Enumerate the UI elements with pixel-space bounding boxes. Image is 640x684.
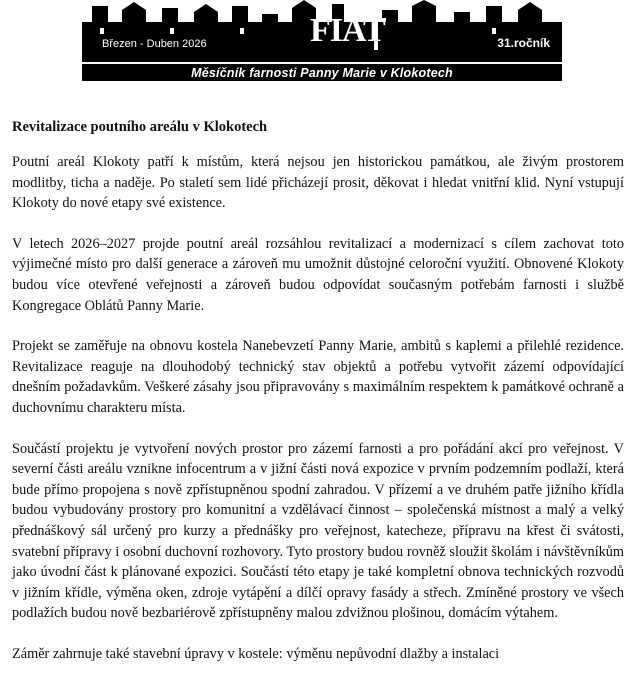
newsletter-subtitle: Měsíčník farnosti Panny Marie v Klokotech [82,62,562,81]
article-paragraph: Součástí projektu je vytvoření nových prostor pro zázemí farnosti a pro pořádání akcí pro veřejnost. V severní části areálu vznikne infocentrum a v jižní části nová expozice v prvním podzemním podlaží, která bude přímo propojena s nově zpřístupněnou spodní zahradou. V přízemí a ve druhém patře jižního křídla budou vybudovány prostory pro komunitní a vzdělávací činnost – společenská místnost a malý a velký přednáškový sál určený pro kurzy a přednášky pro veřejnost, katecheze, přípravu na křest či svátosti, svatební přípravy i osobní duchovní rozhovory. Tyto prostory budou rovněž sloužit školám i návštěvníkům jako úvodní část k plánované expozici. Součástí této etapy je také kompletní obnova technických rozvodů v jižním křídle, výměna oken, zdroje vytápění a dílčí opravy fasády a střech. Zmíněné prostory ve všech podlažích budou nově bezbariérově zpřístupněny malou zdvižnou plošinou, domácím výtahem. [12,440,624,622]
article-title: Revitalizace poutního areálu v Klokotech [12,119,268,135]
issue-volume: 31.ročník [497,36,550,50]
article-paragraph: V letech 2026–2027 projde poutní areál rozsáhlou revitalizací a modernizací s cílem zachovat toto výjimečné místo pro další generace a zároveň mu umožnit důstojné celoroční využití. Obnovené Klokoty budou více otevřené veřejnosti a zároveň budou odpovídat současným potřebám farnosti i službě Kongregace Oblátů Panny Marie. [12,235,624,314]
article [12,118,624,684]
article-paragraph: Projekt se zaměřuje na obnovu kostela Nanebevzetí Panny Marie, ambitů s kaplemi a přilehlé rezidence. Revitalizace reaguje na dlouhodobý technický stav objektů a potřebu vytvořit zázemí odpovídající dnešním požadavkům. Veškeré zásahy jsou připravovány s maximálním respektem k památkové ochraně a duchovnímu charakteru místa. [12,338,624,416]
issue-date: Březen - Duben 2026 [102,38,207,50]
newsletter-masthead [82,0,562,82]
newsletter-logo: FIAT [310,12,385,49]
article-paragraph: Záměr zahrnuje také stavební úpravy v kostele: výměnu nepůvodní dlažby a instalaci [12,645,500,662]
article-paragraph: Poutní areál Klokoty patří k místům, která nejsou jen historickou památkou, ale živým prostorem modlitby, ticha a naděje. Po staletí sem lidé přicházejí prosit, děkovat i hledat vnitřní klid. Nyní vstupují Klokoty do nové etapy své existence. [12,154,624,212]
